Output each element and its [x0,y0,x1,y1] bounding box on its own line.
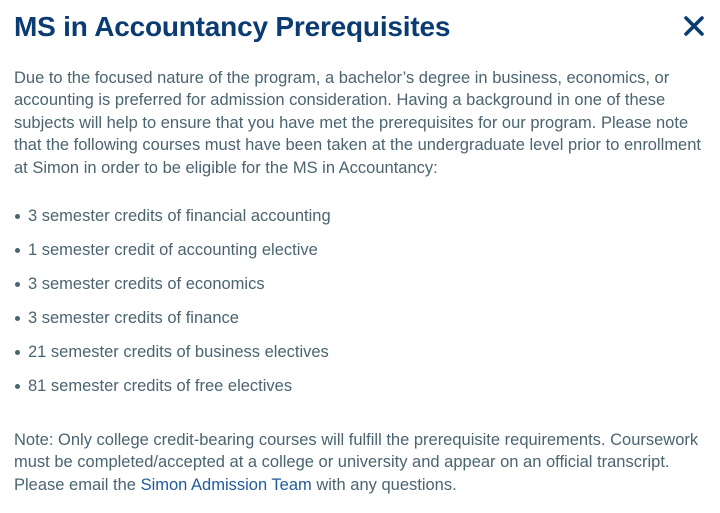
simon-admission-team-link[interactable]: Simon Admission Team [140,475,312,494]
close-icon [682,14,706,38]
list-item [14,205,706,239]
note-text-before: Note: Only college credit-bearing courses will fulfill the prerequisite requirements. Coursework must be completed/accepted at a college or university and appear on an official transcript. Please email the [14,431,699,494]
list-item [14,273,706,307]
close-button[interactable] [682,14,706,38]
bullet-icon [15,282,20,287]
bullet-icon [15,248,20,253]
bullet-icon [15,384,20,389]
intro-paragraph: Due to the focused nature of the program, a bachelor’s degree in business, economics, or accounting is preferred for admission consideration. Having a background in one of these subjects will help to ensure that you have met the prerequisites for our program. Please note that the following courses must have been taken at the undergraduate level prior to enrollment at Simon in order to be eligible for the MS in Accountancy: [14,69,701,177]
list-item [14,307,706,341]
modal-body [14,67,706,496]
bullet-icon [15,316,20,321]
note-paragraph [14,429,706,496]
list-item-text: 3 semester credits of economics [28,275,265,294]
list-item [14,375,706,409]
list-item-text: 3 semester credits of financial accounting [28,207,331,226]
prerequisite-list [14,205,706,409]
list-item-text: 21 semester credits of business electives [28,343,329,362]
list-item-text: 3 semester credits of finance [28,309,239,328]
list-item-text: 81 semester credits of free electives [28,377,293,396]
note-text-after: with any questions. [311,475,457,494]
list-item [14,239,706,273]
list-item [14,341,706,375]
modal-title: MS in Accountancy Prerequisites [14,11,451,42]
bullet-icon [15,350,20,355]
list-item-text: 1 semester credit of accounting elective [28,241,318,260]
bullet-icon [15,214,20,219]
